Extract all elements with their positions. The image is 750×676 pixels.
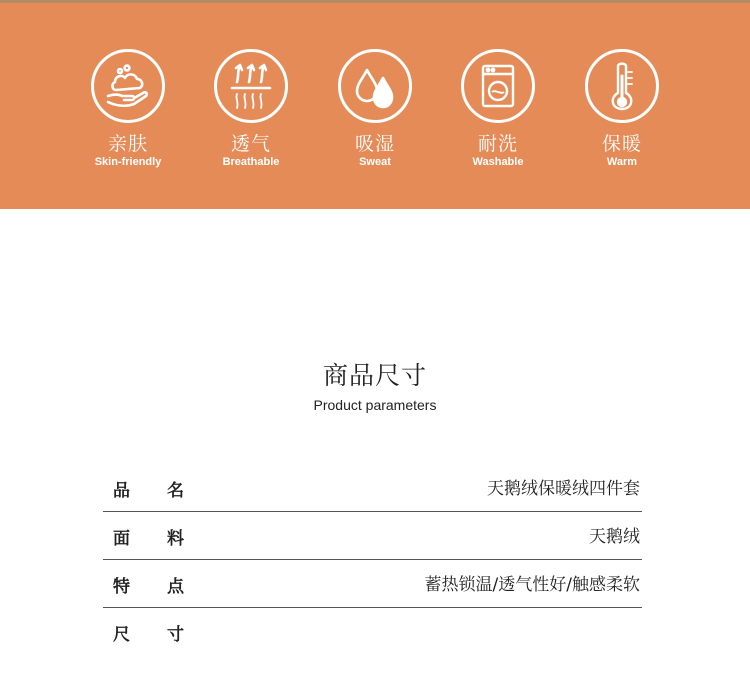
feature-breathable — [191, 49, 311, 169]
feature-sweat — [315, 49, 435, 169]
feature-circle — [91, 49, 165, 123]
param-key-char: 品 — [113, 481, 130, 501]
feature-circle — [338, 49, 412, 123]
feature-label-cn: 吸湿 — [354, 133, 395, 155]
feature-label-en: Sweat — [359, 156, 391, 168]
param-key-char: 尺 — [113, 625, 130, 645]
param-row-size — [103, 608, 642, 656]
param-key-char: 寸 — [167, 625, 184, 645]
feature-label-cn: 亲肤 — [107, 133, 148, 155]
param-key-char: 面 — [113, 529, 130, 549]
feature-label-cn: 保暖 — [601, 133, 642, 155]
feature-label-en: Breathable — [222, 156, 280, 168]
feature-circle — [461, 49, 535, 123]
param-row-features — [103, 560, 642, 608]
feature-label-cn: 耐洗 — [477, 133, 518, 155]
section-title: 商品尺寸 — [322, 361, 427, 390]
section-subtitle: Product parameters — [313, 397, 437, 413]
feature-label-cn: 透气 — [230, 133, 271, 155]
water-drops-icon — [341, 52, 409, 120]
feature-washable — [438, 49, 558, 169]
feature-circle — [214, 49, 288, 123]
feature-label-en: Washable — [472, 156, 524, 168]
param-key-char: 名 — [167, 481, 184, 501]
feature-label-en: Warm — [606, 156, 638, 168]
param-row-fabric — [103, 512, 642, 560]
breathable-arrows-icon — [217, 52, 285, 120]
feature-circle — [585, 49, 659, 123]
param-key-char: 点 — [167, 577, 184, 597]
param-row-name — [103, 464, 642, 512]
hand-cloud-icon — [94, 52, 162, 120]
thermometer-icon — [588, 52, 656, 120]
param-value: 天鹅绒保暖绒四件套 — [487, 479, 640, 499]
feature-label-en: Skin-friendly — [94, 156, 162, 168]
param-value: 天鹅绒 — [589, 527, 640, 547]
feature-warm — [562, 49, 682, 169]
feature-skin-friendly — [68, 49, 188, 169]
features-banner — [0, 0, 750, 209]
param-key-char: 特 — [113, 577, 130, 597]
param-key-char: 料 — [167, 529, 184, 549]
washing-machine-icon — [464, 52, 532, 120]
param-value: 蓄热锁温/透气性好/触感柔软 — [424, 575, 640, 595]
